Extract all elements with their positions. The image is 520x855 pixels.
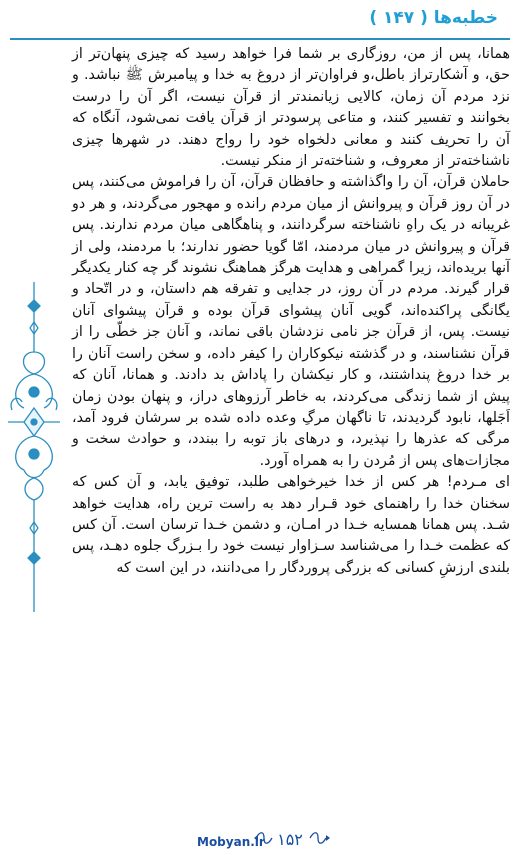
footer-ornament-right-icon bbox=[308, 829, 330, 847]
page-footer bbox=[0, 821, 520, 855]
page-header bbox=[0, 0, 520, 40]
paragraph-3: ای مـردم! هر کس از خدا خیرخواهی طلبد، توفیق یابد، و آن کس که سخنان خدا را راهنمای خود قـرار دهد به راست ترین راه، هدایت خواهد شـد. پس همانا همسایه خـدا در امـان، و دشمن خـدا ترسان است. آن کس که عظمت خـدا را می‌شناسد سـزاوار نیست خود را بـزرگ جلوه دهـد، پس بلندی ارزشِ کسانی که بزرگی پروردگار را می‌دانند، در این است که bbox=[72, 474, 510, 576]
paragraph-1: همانا، پس از من، روزگاری بر شما فرا خواهد رسید که چیزی پنهان‌تر از حق، و آشکارتراز باطل،و فراوان‌تر از دروغ به خدا و پیامبرش ﷺ نباشد. و نزد مردم آن زمان، کالایی زیانمندتر از قرآن نیست، اگر آن را درست بخوانند و تفسیر کنند، و متاعی پرسودتر از قرآن یافت نمی‌شود، آنگاه که آن را تحریف کنند و معانی دلخواه خود را رواج دهند. در شهرها چیزی ناشناخته‌تر از معروف، و شناخته‌تر از منکر نیست. bbox=[72, 46, 510, 170]
main-text bbox=[72, 44, 510, 579]
header-rule bbox=[10, 38, 510, 40]
page-number: ۱۵۲ bbox=[277, 830, 303, 849]
margin-ornament-icon bbox=[6, 282, 62, 612]
section-title: خطبه‌ها ( ۱۴۷ ) bbox=[369, 8, 498, 28]
paragraph-2: حاملان قرآن، آن را واگذاشته و حافظان قرآن، آن را فراموش می‌کنند، پس در آن روز قرآن و پیروانش از میان مردم رانده و مهجور می‌گردند، و هر دو غریبانه در یک راهِ ناشناخته سرگردانند، و پناهگاهی میان مردم ندارند. پس قرآن و پیروانش در میان مردمند، امّا گویا حضور ندارند؛ با مردمند، ولی از آنها بریده‌اند، زیرا گمراهی و هدایت هرگز هماهنگ نشوند گر چه کنار یکدیگر قرار گیرند. مردم در آن روز، در جدایی و تفرقه هم داستان، و در اتّحاد و یگانگی پراکنده‌اند، گویی آنان پیشوای قرآن بوده و قرآن پیشوای آنان نیست. پس، از قرآن جز نامی نزدشان باقی نماند، و آنان جز خطّی را از قرآن نشناسند، و در گذشته نیکوکاران را کیفر داده، و سخن راست آنان را بر خدا دروغ پنداشتند، و کار نیکشان را پاداش بد دادند. و همانا، آنان که پیش از شما زندگی می‌کردند، به خاطر آرزوهای دراز، و پنهان بودن زمان اَجَلها، نابود گردیدند، تا ناگهان مرگِ وعده داده شده بر سرشان فرود آمد، مرگی که عذرها را نپذیرد، و درهای باز توبه را ببندد، و حوادث سخت و مجازات‌های پس از مُردن را به همراه آورد. bbox=[72, 174, 510, 469]
footer-site: Mobyan.ir bbox=[197, 835, 265, 849]
